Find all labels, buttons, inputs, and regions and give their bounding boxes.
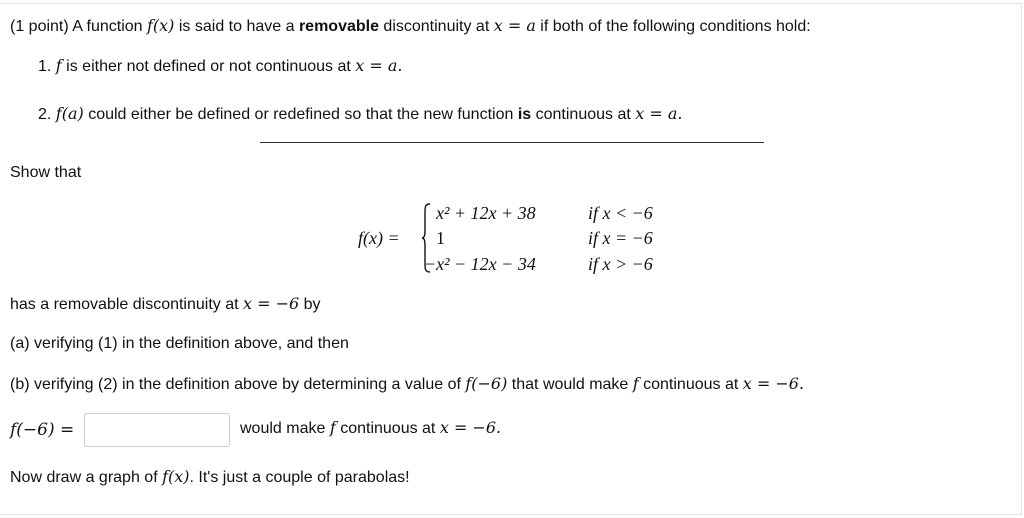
step-b-tail: continuous at — [638, 376, 743, 393]
condition-1 — [38, 56, 402, 77]
closing-text: Now draw a graph of — [10, 469, 163, 486]
answer-input[interactable] — [84, 413, 230, 447]
step-b-text: (b) verifying (2) in the definition above by determining a value of — [10, 376, 466, 393]
piecewise-lhs: f(x) = — [358, 228, 400, 248]
step-b-eq: x = −6. — [742, 374, 805, 393]
intro-text-a: A function — [68, 18, 147, 35]
case-1-expr: x² + 12x + 38 — [436, 203, 536, 223]
intro-text-d: if both of the following conditions hold: — [535, 18, 811, 35]
closing-line — [10, 467, 410, 488]
condition-2-eq: x = a. — [635, 104, 683, 123]
answer-eq: x = −6. — [439, 418, 502, 437]
condition-2-text-b: continuous at — [531, 106, 636, 123]
condition-2-number: 2. — [38, 106, 52, 123]
condition-1-eq: x = a. — [355, 56, 403, 75]
case-2-cond: if x = −6 — [588, 228, 653, 248]
answer-after-text: would make — [240, 420, 330, 437]
divider-rule — [260, 142, 764, 143]
has-removable-line — [10, 294, 321, 315]
condition-1-number: 1. — [38, 58, 52, 75]
intro-text-c: discontinuity at — [378, 18, 494, 35]
condition-2 — [38, 104, 682, 125]
has-removable-eq: x = −6 — [243, 294, 300, 313]
f-symbol: f — [55, 56, 62, 75]
answer-tail: continuous at — [335, 420, 440, 437]
closing-fx: f(x) — [162, 467, 190, 486]
x-eq-a: x = a — [493, 16, 536, 35]
step-b-f: f — [632, 374, 639, 393]
step-b-mid: that would make — [507, 376, 633, 393]
step-b — [10, 374, 804, 395]
intro-line — [10, 16, 811, 37]
intro-text-b: is said to have a — [174, 18, 299, 35]
case-1-cond: if x < −6 — [588, 203, 653, 223]
case-3-cond: if x > −6 — [588, 254, 653, 274]
has-removable-tail: by — [299, 296, 321, 313]
is-bold: is — [517, 106, 532, 123]
closing-tail: . It's just a couple of parabolas! — [189, 469, 410, 486]
has-removable-text: has a removable discontinuity at — [10, 296, 244, 313]
case-2-expr: 1 — [436, 228, 445, 248]
answer-lhs: f(−6) = — [10, 420, 75, 440]
answer-after — [240, 418, 501, 439]
answer-f: f — [329, 418, 336, 437]
fa-symbol: f(a) — [55, 104, 84, 123]
step-b-f6: f(−6) — [465, 374, 508, 393]
condition-2-text-a: could either be defined or redefined so that the new function — [83, 106, 518, 123]
case-3-expr: −x² − 12x − 34 — [424, 254, 536, 274]
step-a: (a) verifying (1) in the definition above, and then — [10, 335, 349, 352]
removable-bold: removable — [298, 18, 379, 35]
fx-symbol: f(x) — [146, 16, 175, 35]
condition-1-text: is either not defined or not continuous at — [61, 58, 356, 75]
points-label: (1 point) — [10, 18, 69, 35]
show-that-label: Show that — [10, 164, 82, 181]
